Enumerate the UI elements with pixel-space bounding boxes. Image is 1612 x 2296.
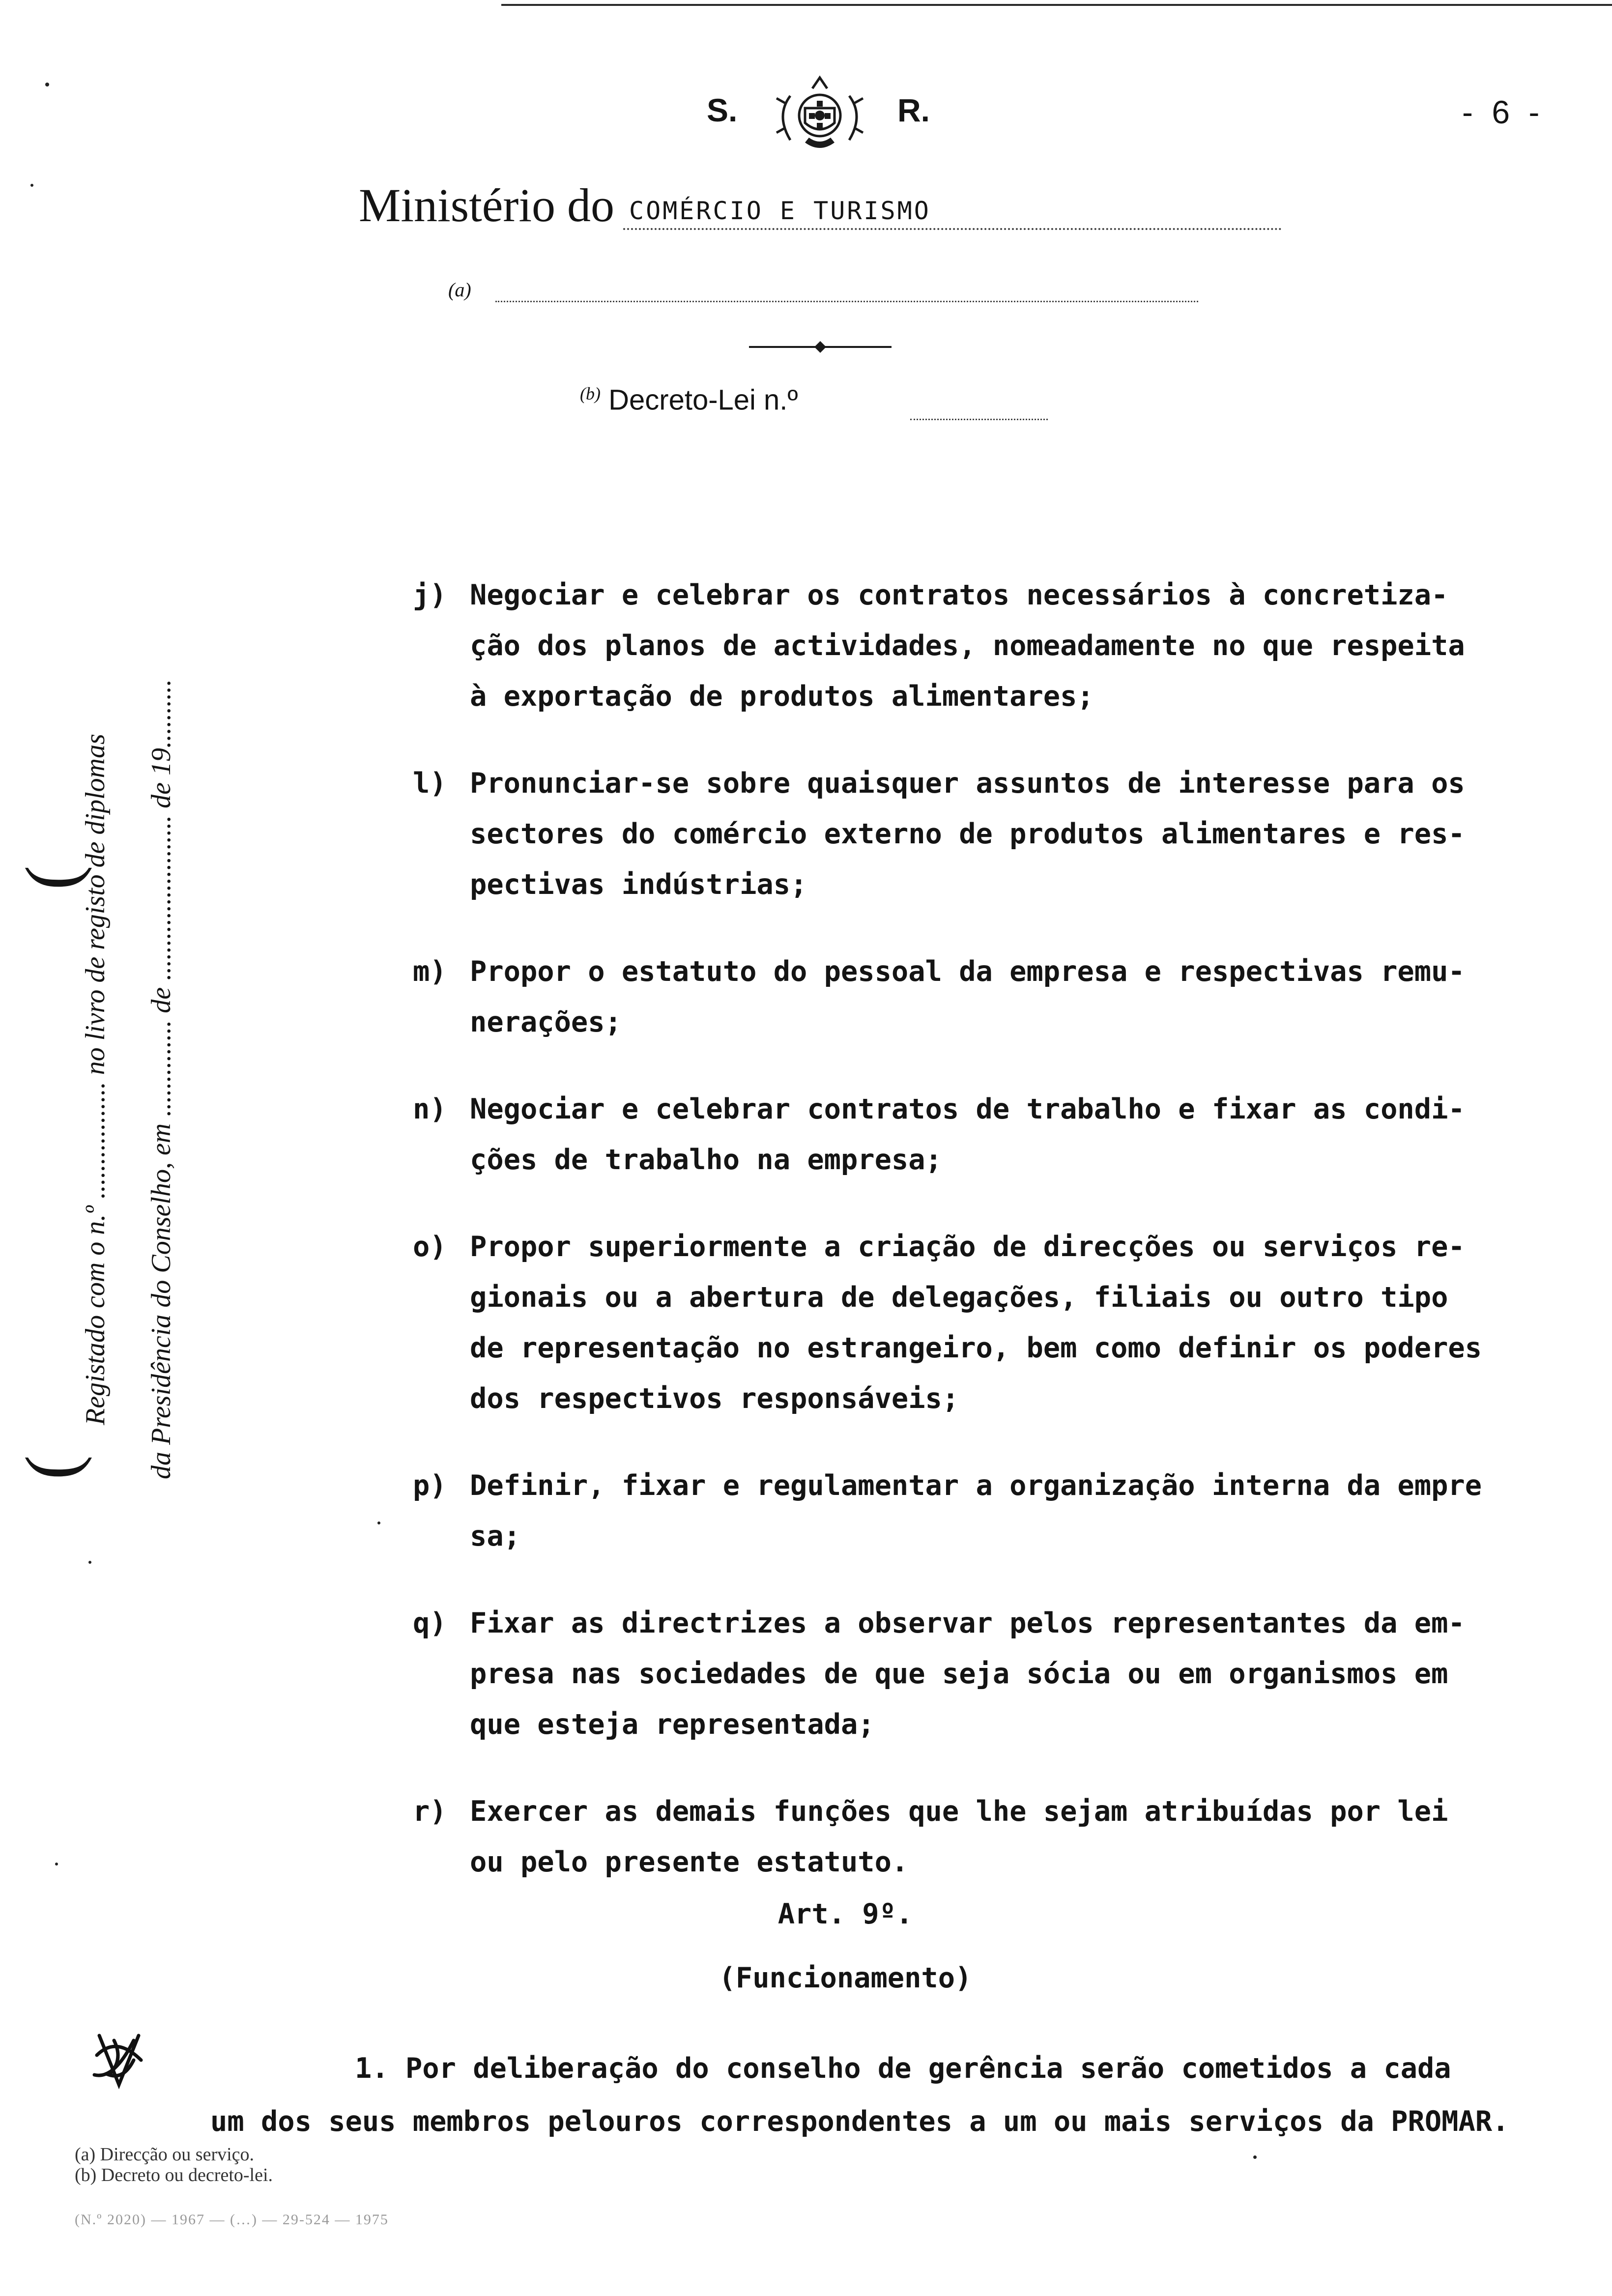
scan-speck: [30, 184, 33, 187]
ministry-name: COMÉRCIO E TURISMO: [629, 197, 931, 225]
top-rule: [501, 4, 1612, 6]
margin-registry-line-2: da Presidência do Conselho, em .............. de ........................ de 19..........: [146, 679, 176, 1479]
list-item: [413, 947, 1573, 1048]
item-text: Pronunciar-se sobre quaisquer assuntos de interesse para os sectores do comércio externo de produtos alimentares e res- pectivas indústrias;: [470, 767, 1465, 901]
margin-registry-line-1: Registado com o n.º ................. no livro de registo de diplomas: [80, 734, 111, 1425]
ministry-label: Ministério do: [359, 179, 614, 231]
item-text: Definir, fixar e regulamentar a organização interna da empre sa;: [470, 1469, 1482, 1552]
sr-s-letter: S.: [707, 92, 738, 128]
article-paragraph-line-2: um dos seus membros pelouros correspondentes a um ou mais serviços da PROMAR.: [210, 2105, 1509, 2138]
item-text: Exercer as demais funções que lhe sejam atribuídas por lei ou pelo presente estatuto.: [470, 1795, 1448, 1878]
list-item: [413, 1461, 1573, 1562]
scan-speck: [55, 1863, 58, 1866]
list-item: [413, 1222, 1573, 1424]
article-title: Art. 9º.: [777, 1898, 913, 1930]
decree-dotted-line: [910, 419, 1048, 420]
item-text: Fixar as directrizes a observar pelos representantes da em- presa nas sociedades de que seja sócia ou em organismos em que esteja representada;: [470, 1607, 1465, 1741]
list-item: [413, 1786, 1573, 1888]
list-item: [413, 758, 1573, 910]
item-text: Propor o estatuto do pessoal da empresa e respectivas remu- nerações;: [470, 955, 1465, 1038]
item-text: Propor superiormente a criação de direcções ou serviços re- gionais ou a abertura de delegações, filiais ou outro tipo de representação no estrangeiro, bem como definir os poderes dos respectivos responsáveis;: [470, 1231, 1482, 1415]
decree-label: Decreto-Lei n.º: [608, 384, 798, 416]
sr-r-letter: R.: [897, 92, 930, 128]
item-letter: j): [413, 579, 447, 611]
page-number: - 6 -: [1462, 94, 1545, 130]
list-item: [413, 570, 1573, 722]
item-text: Negociar e celebrar contratos de trabalho e fixar as condi- ções de trabalho na empresa;: [470, 1093, 1465, 1176]
scan-speck: [88, 1561, 91, 1564]
item-letter: l): [413, 767, 447, 800]
handwritten-initials: [85, 2026, 153, 2095]
article-paragraph-line-1: 1. Por deliberação do conselho de gerência serão cometidos a cada: [355, 2052, 1451, 2085]
item-letter: r): [413, 1795, 447, 1828]
list-item: [413, 1084, 1573, 1185]
list-item: [413, 1598, 1573, 1750]
margin-bracket-bottom: (: [10, 1455, 92, 1480]
scan-speck: [45, 83, 49, 86]
item-letter: p): [413, 1469, 447, 1502]
scan-speck: [377, 1521, 380, 1524]
margin-bracket-top: (: [10, 865, 92, 890]
printer-mark: (N.º 2020) — 1967 — (…) — 29-524 — 1975: [75, 2211, 389, 2228]
item-letter: n): [413, 1093, 447, 1125]
ministry-dotted-line: [623, 228, 1282, 230]
footnote-b: (b) Decreto ou decreto-lei.: [75, 2165, 273, 2185]
article-subtitle: (Funcionamento): [719, 1962, 972, 1994]
decree-title: [580, 383, 798, 416]
field-a-dotted-line: [495, 301, 1198, 302]
powers-list: [413, 570, 1573, 1924]
item-letter: q): [413, 1607, 447, 1639]
divider-ornament: [749, 341, 892, 353]
item-letter: o): [413, 1231, 447, 1263]
scan-speck: [1253, 2155, 1257, 2159]
coat-of-arms-icon: [771, 74, 869, 157]
item-letter: m): [413, 955, 447, 988]
decree-marker: (b): [580, 384, 601, 403]
field-a-label: (a): [448, 279, 471, 301]
item-text: Negociar e celebrar os contratos necessários à concretiza- ção dos planos de actividades, nomeadamente no que respeita à exportação de produtos alimentares;: [470, 579, 1465, 713]
footnote-a: (a) Direcção ou serviço.: [75, 2144, 255, 2165]
